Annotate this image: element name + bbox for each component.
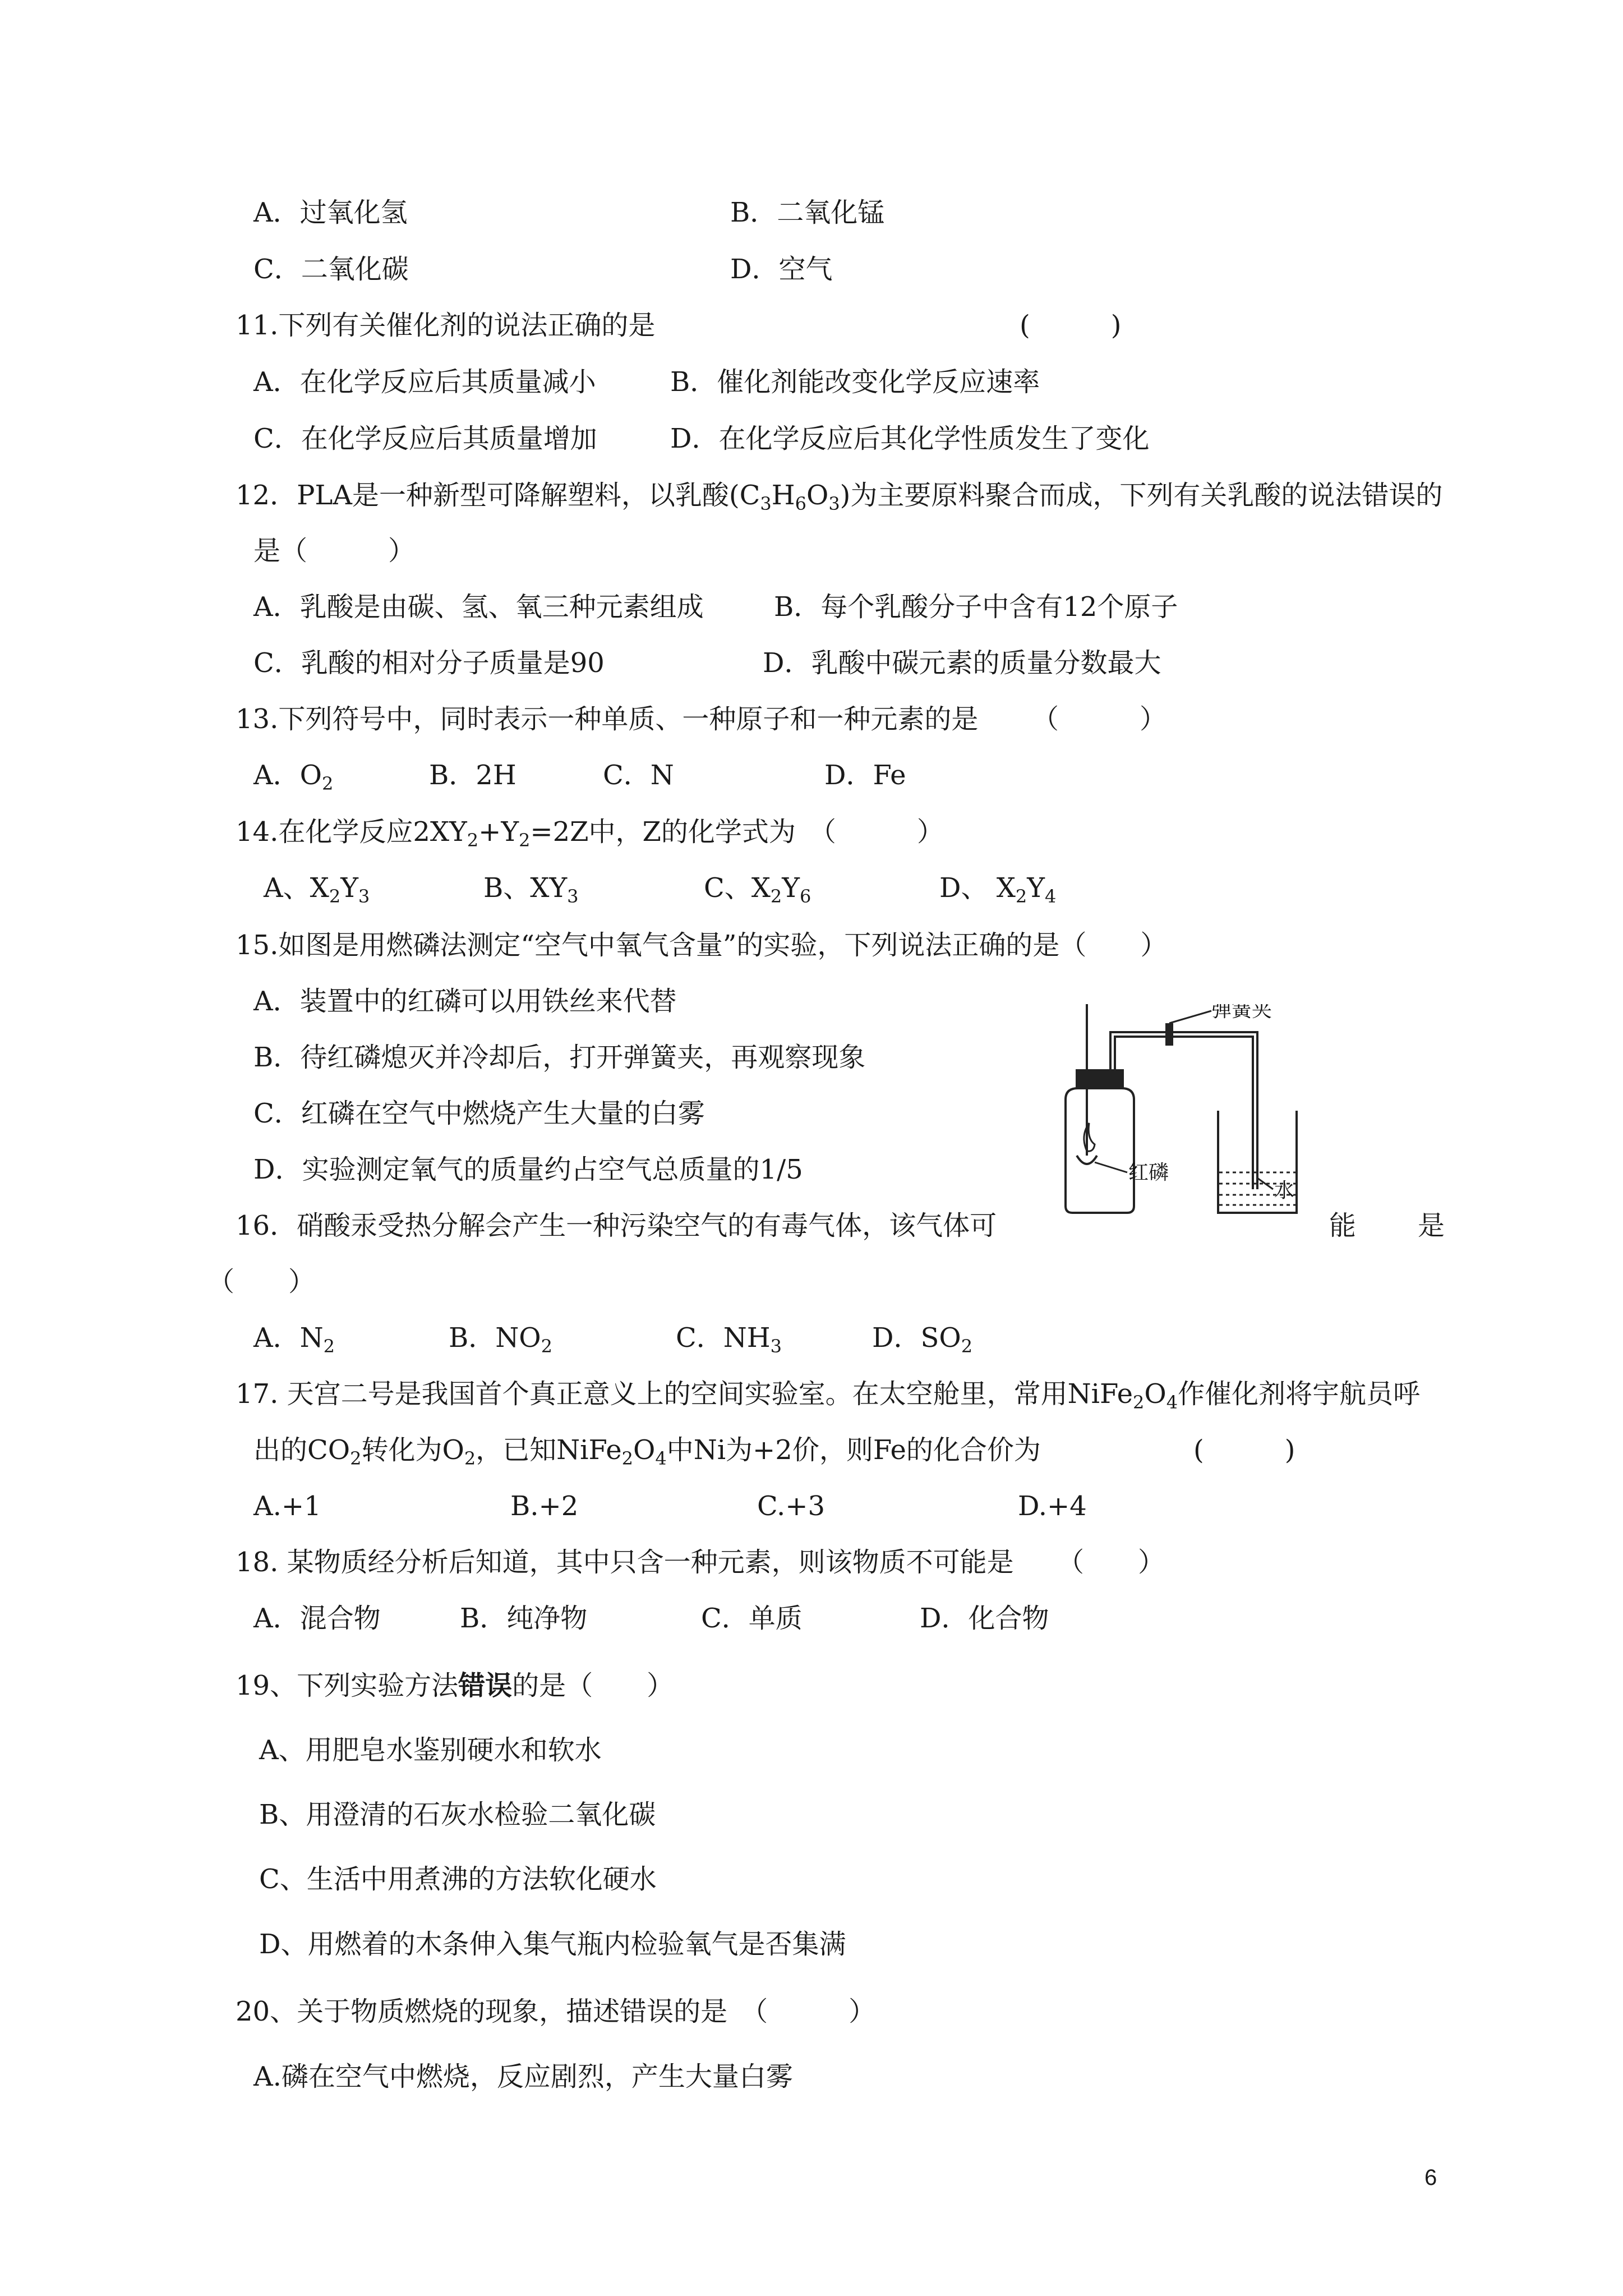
- q19-option-a: A、用肥皂水鉴别硬水和软水: [259, 1734, 602, 1766]
- q18-stem: 18. 某物质经分析后知道，其中只含一种元素，则该物质不可能是: [236, 1547, 1014, 1578]
- q19-option-b: B、用澄清的石灰水检验二氧化碳: [259, 1799, 656, 1830]
- clamp-label: 弹簧夹: [1211, 1004, 1272, 1021]
- q20-option-a: A.磷在空气中燃烧，反应剧烈，产生大量白雾: [253, 2061, 793, 2092]
- q11-option-d: D．在化学反应后其化学性质发生了变化: [670, 423, 1150, 454]
- q17-option-a: A.+1: [253, 1490, 321, 1522]
- gas-bottle: [1066, 1088, 1134, 1213]
- q11-option-c: C．在化学反应后其质量增加: [253, 423, 597, 454]
- q14-option-c: C、$X_2Y_6$: [704, 872, 811, 907]
- q15-option-b: B．待红磷熄灭并冷却后，打开弹簧夹，再观察现象: [253, 1042, 866, 1073]
- q15-option-c: C．红磷在空气中燃烧产生大量的白雾: [253, 1098, 705, 1129]
- q16-stem-shi: 是: [1418, 1210, 1445, 1241]
- q18-option-c: C．单质: [701, 1603, 803, 1634]
- q13-option-d: D．Fe: [824, 760, 906, 791]
- q19-stem: 19、下列实验方法错误的是（ ）: [236, 1670, 674, 1701]
- q11-option-b: B．催化剂能改变化学反应速率: [670, 366, 1040, 398]
- q10-option-b: B．二氧化锰: [730, 197, 885, 228]
- q12-option-b: B．每个乳酸分子中含有12个原子: [774, 591, 1178, 623]
- q19-option-d: D、用燃着的木条伸入集气瓶内检验氧气是否集满: [259, 1929, 846, 1960]
- q16-stem-neng: 能: [1329, 1210, 1357, 1241]
- q18-option-b: B．纯净物: [460, 1603, 588, 1634]
- stopper: [1077, 1070, 1123, 1088]
- q15-stem: 15.如图是用燃磷法测定“空气中氧气含量”的实验，下列说法正确的是（ ）: [236, 930, 1168, 961]
- q13-option-c: C．N: [603, 760, 674, 791]
- q17-option-d: D.+4: [1018, 1490, 1087, 1522]
- q12-option-c: C．乳酸的相对分子质量是90: [253, 647, 605, 679]
- q12-option-d: D．乳酸中碳元素的质量分数最大: [763, 647, 1161, 679]
- q12-stem: 12．PLA是一种新型可降解塑料，以乳酸$(C_3H_6O_3)$为主要原料聚合而成，下列有关乳酸的说法错误的: [236, 480, 1443, 514]
- q14-option-a: A、$X_2Y_3$: [264, 872, 370, 907]
- q20-stem: 20、关于物质燃烧的现象，描述错误的是 （ ）: [236, 1996, 876, 2027]
- q13-answer-paren: （ ）: [1032, 703, 1167, 735]
- q15-apparatus-figure: [1043, 1004, 1301, 1217]
- q16-stem: 16．硝酸汞受热分解会产生一种污染空气的有毒气体，该气体可: [236, 1210, 997, 1241]
- q12-stem-line2: 是（ ）: [253, 535, 416, 567]
- q17-answer-paren: ( ): [1193, 1434, 1295, 1466]
- q16-option-b: B．$NO_2$: [449, 1322, 552, 1357]
- q16-option-a: A．$N_2$: [253, 1322, 335, 1357]
- q13-stem: 13.下列符号中，同时表示一种单质、一种原子和一种元素的是: [236, 703, 979, 735]
- q15-option-d: D．实验测定氧气的质量约占空气总质量的1/5: [253, 1154, 803, 1185]
- q18-option-d: D．化合物: [920, 1603, 1049, 1634]
- q14-stem: 14.在化学反应$2XY_2+Y_2=2Z$中，Z的化学式为 （ ）: [236, 816, 944, 851]
- q15-option-a: A．装置中的红磷可以用铁丝来代替: [253, 986, 677, 1017]
- apparatus-diagram: [1043, 1004, 1301, 1217]
- q17-option-c: C.+3: [757, 1490, 826, 1522]
- q12-option-a: A．乳酸是由碳、氢、氧三种元素组成: [253, 591, 704, 623]
- q18-answer-paren: （ ）: [1057, 1547, 1165, 1578]
- q10-option-a: A．过氧化氢: [253, 197, 408, 228]
- q13-option-b: B．2H: [429, 760, 517, 791]
- page-number: 6: [1424, 2165, 1437, 2190]
- q17-stem-line1: 17. 天宫二号是我国首个真正意义上的空间实验室。在太空舱里，常用$NiFe_2O_4$作催化剂将宇航员呼: [236, 1378, 1421, 1413]
- q18-option-a: A．混合物: [253, 1603, 381, 1634]
- spring-clamp: [1165, 1023, 1173, 1046]
- combustion-spoon: [1077, 1156, 1097, 1164]
- q11-stem: 11.下列有关催化剂的说法正确的是: [236, 310, 656, 341]
- q19-option-c: C、生活中用煮沸的方法软化硬水: [259, 1864, 657, 1895]
- q17-option-b: B.+2: [510, 1490, 579, 1522]
- q19-emphasis: 错误: [458, 1670, 513, 1701]
- q16-option-d: D．$SO_2$: [872, 1322, 973, 1357]
- phosphorus-label: 红磷: [1128, 1161, 1169, 1184]
- q16-answer-paren: （ ）: [208, 1266, 316, 1297]
- q16-option-c: C．$NH_3$: [676, 1322, 782, 1357]
- q10-option-c: C．二氧化碳: [253, 254, 409, 285]
- q14-option-b: B、$XY_3$: [483, 872, 579, 907]
- q11-option-a: A．在化学反应后其质量减小: [253, 366, 596, 398]
- q10-option-d: D．空气: [730, 254, 833, 285]
- q17-stem-line2: 出的$CO_2$转化为$O_2$，已知$NiFe_2O_4$中Ni为+2价，则Fe的化合价为: [253, 1434, 1041, 1469]
- q14-option-d: D、 $X_2Y_4$: [939, 872, 1057, 907]
- q13-option-a: A．$O_2$: [253, 760, 334, 794]
- q11-answer-paren: ( ): [1020, 310, 1122, 341]
- water-label: 水: [1274, 1179, 1295, 1202]
